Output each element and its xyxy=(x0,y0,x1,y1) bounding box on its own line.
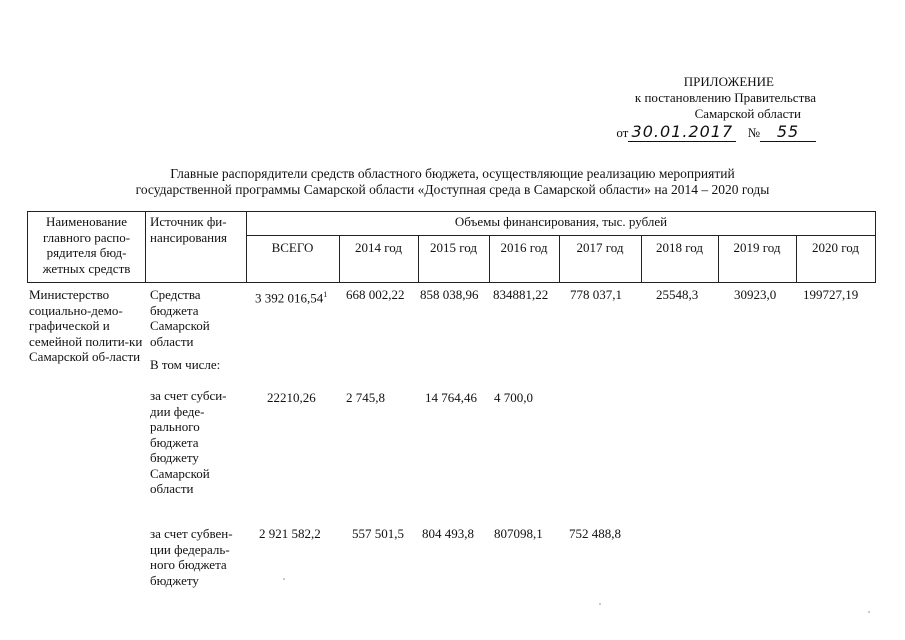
value-2015: 858 038,96 xyxy=(420,287,479,302)
footnote-marker: 1 xyxy=(323,290,328,299)
document-heading-line1: Главные распорядители средств областного бюджета, осуществляющие реализацию мероприятий xyxy=(170,166,735,181)
value-2018: 25548,3 xyxy=(656,287,699,302)
value-total: 22210,26 xyxy=(267,390,316,405)
source-federal-subsidy: за счет субси-дии феде-рального бюджета бюджету Самарской области xyxy=(150,388,227,496)
value-2020: 199727,19 xyxy=(803,287,859,302)
ministry-name: Министерство социально-демо-графической и семейной полити-ки Самарской об-ласти xyxy=(29,287,143,364)
value-2014: 668 002,22 xyxy=(346,287,405,302)
value-2014: 2 745,8 xyxy=(346,390,385,405)
grid-line xyxy=(27,211,28,283)
header-bottom-border xyxy=(27,282,876,283)
value-2016: 834881,22 xyxy=(493,287,549,302)
value-total xyxy=(255,287,327,305)
year-header-2018: 2018 год xyxy=(656,240,703,255)
value-2017: 752 488,8 xyxy=(569,526,621,541)
year-header-2014: 2014 год xyxy=(355,240,402,255)
date-prefix: от xyxy=(616,125,629,140)
scan-speck xyxy=(283,578,285,580)
appendix-line2: Самарской области xyxy=(694,106,801,121)
appendix-title: ПРИЛОЖЕНИЕ xyxy=(683,74,774,89)
document-heading-line2: государственной программы Самарской области «Доступная среда в Самарской области» на 2014 – 2020 годы xyxy=(135,182,770,197)
source-including-label: В том числе: xyxy=(150,357,221,372)
number-handwritten: 55 xyxy=(776,122,800,141)
appendix-block xyxy=(560,74,816,142)
table-top-border xyxy=(27,211,876,212)
value-2019: 30923,0 xyxy=(734,287,777,302)
year-header-2016: 2016 год xyxy=(500,240,548,255)
appendix-date-line xyxy=(560,124,816,142)
value-2016: 4 700,0 xyxy=(494,390,533,405)
value-2016: 807098,1 xyxy=(494,526,543,541)
date-handwritten: 30.01.2017 xyxy=(631,122,734,141)
col-source-header: Источник фи-нансирования xyxy=(150,214,228,245)
years-header-border xyxy=(246,235,876,236)
number-prefix: № xyxy=(747,125,760,140)
value-2017: 778 037,1 xyxy=(570,287,622,302)
year-header-2017: 2017 год xyxy=(576,240,624,255)
appendix-line1: к постановлению Правительства xyxy=(634,90,816,105)
year-header-2020: 2020 год xyxy=(812,240,859,255)
grid-line xyxy=(145,211,146,283)
value-2015: 804 493,8 xyxy=(422,526,474,541)
source-federal-subvention: за счет субвен-ции федераль-ного бюджета бюджету xyxy=(150,526,233,588)
year-header-2019: 2019 год xyxy=(733,240,781,255)
scan-speck xyxy=(599,603,601,605)
value-total: 2 921 582,2 xyxy=(259,526,321,541)
col-name-header: Наименование главного распо-рядителя бюд-жетных средств xyxy=(42,214,131,276)
year-header-2015: 2015 год xyxy=(430,240,477,255)
year-header-total: ВСЕГО xyxy=(271,240,314,255)
value-2015: 14 764,46 xyxy=(425,390,477,405)
scan-speck xyxy=(868,611,870,613)
source-regional-budget: Средства бюджета Самарской области xyxy=(150,287,210,349)
value-text: 3 392 016,54 xyxy=(255,290,324,306)
value-2014: 557 501,5 xyxy=(352,526,404,541)
funding-header: Объемы финансирования, тыс. рублей xyxy=(454,214,668,229)
